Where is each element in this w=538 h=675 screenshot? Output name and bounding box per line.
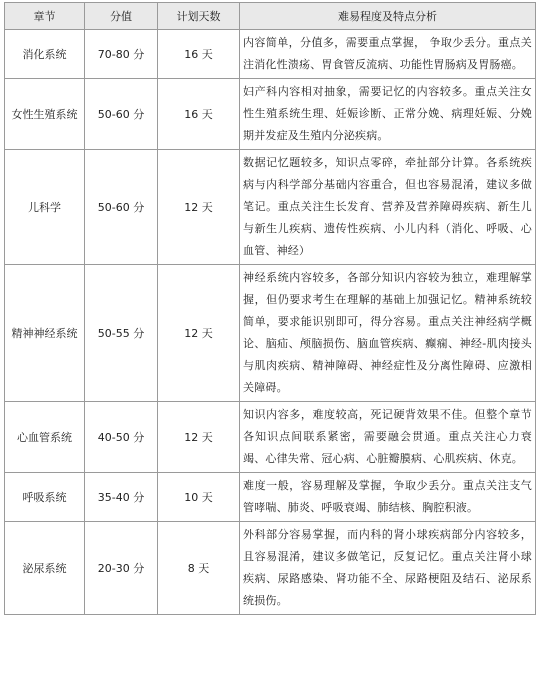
table-header bbox=[5, 3, 536, 30]
days-cell: 8 天 bbox=[158, 522, 240, 615]
days-cell: 12 天 bbox=[158, 265, 240, 402]
table-row bbox=[5, 265, 536, 402]
table-body bbox=[5, 30, 536, 615]
chapter-cell: 女性生殖系统 bbox=[5, 79, 85, 150]
chapter-cell: 儿科学 bbox=[5, 150, 85, 265]
analysis-cell: 知识内容多，难度较高，死记硬背效果不佳。但整个章节各知识点间联系紧密，需要融会贯通。重点关注心力衰竭、心律失常、冠心病、心脏瓣膜病、心肌疾病、休克。 bbox=[240, 402, 536, 473]
analysis-cell: 难度一般，容易理解及掌握，争取少丢分。重点关注支气管哮喘、肺炎、呼吸衰竭、肺结核、胸腔积液。 bbox=[240, 473, 536, 522]
header-chapter: 章节 bbox=[5, 3, 85, 30]
analysis-cell: 数据记忆题较多，知识点零碎，牵扯部分计算。各系统疾病与内科学部分基础内容重合，但也容易混淆，建议多做笔记。重点关注生长发育、营养及营养障碍疾病、新生儿与新生儿疾病、遗传性疾病、小儿内科（消化、呼吸、心血管、神经） bbox=[240, 150, 536, 265]
study-plan-table bbox=[4, 2, 536, 615]
chapter-cell: 呼吸系统 bbox=[5, 473, 85, 522]
chapter-cell: 泌尿系统 bbox=[5, 522, 85, 615]
score-cell: 50-60 分 bbox=[85, 150, 158, 265]
analysis-cell: 妇产科内容相对抽象，需要记忆的内容较多。重点关注女性生殖系统生理、妊娠诊断、正常分娩、病理妊娠、分娩期并发症及生殖内分泌疾病。 bbox=[240, 79, 536, 150]
header-days: 计划天数 bbox=[158, 3, 240, 30]
days-cell: 10 天 bbox=[158, 473, 240, 522]
days-cell: 16 天 bbox=[158, 30, 240, 79]
chapter-cell: 精神神经系统 bbox=[5, 265, 85, 402]
header-analysis: 难易程度及特点分析 bbox=[240, 3, 536, 30]
header-score: 分值 bbox=[85, 3, 158, 30]
analysis-cell: 神经系统内容较多，各部分知识内容较为独立，难理解掌握，但仍要求考生在理解的基础上加强记忆。精神系统较简单，要求能识别即可，得分容易。重点关注神经病学概论、脑疝、颅脑损伤、脑血管疾病、癫痫、神经-肌肉接头与肌肉疾病、精神障碍、神经症性及分离性障碍、应激相关障碍。 bbox=[240, 265, 536, 402]
table-row bbox=[5, 522, 536, 615]
score-cell: 70-80 分 bbox=[85, 30, 158, 79]
table-row bbox=[5, 402, 536, 473]
table-row bbox=[5, 79, 536, 150]
score-cell: 20-30 分 bbox=[85, 522, 158, 615]
analysis-cell: 外科部分容易掌握，而内科的肾小球疾病部分内容较多，且容易混淆，建议多做笔记，反复记忆。重点关注肾小球疾病、尿路感染、肾功能不全、尿路梗阻及结石、泌尿系统损伤。 bbox=[240, 522, 536, 615]
chapter-cell: 消化系统 bbox=[5, 30, 85, 79]
score-cell: 50-55 分 bbox=[85, 265, 158, 402]
score-cell: 50-60 分 bbox=[85, 79, 158, 150]
header-row bbox=[5, 3, 536, 30]
chapter-cell: 心血管系统 bbox=[5, 402, 85, 473]
days-cell: 12 天 bbox=[158, 402, 240, 473]
score-cell: 40-50 分 bbox=[85, 402, 158, 473]
days-cell: 16 天 bbox=[158, 79, 240, 150]
table-row bbox=[5, 473, 536, 522]
analysis-cell: 内容简单，分值多，需要重点掌握， 争取少丢分。重点关注消化性溃疡、胃食管反流病、功能性胃肠病及胃肠癌。 bbox=[240, 30, 536, 79]
table-row bbox=[5, 150, 536, 265]
days-cell: 12 天 bbox=[158, 150, 240, 265]
score-cell: 35-40 分 bbox=[85, 473, 158, 522]
table-row bbox=[5, 30, 536, 79]
